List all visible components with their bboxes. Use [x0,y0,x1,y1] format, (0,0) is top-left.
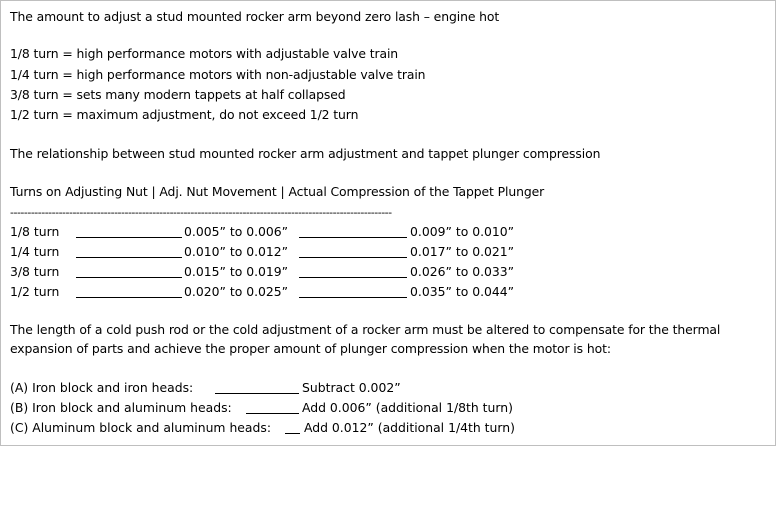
leader-line [299,237,407,238]
movement-cell: 0.010” to 0.012” [184,244,289,259]
adjustment-row [10,419,515,437]
turns-list-item: 3/8 turn = sets many modern tappets at half collapsed [10,87,346,102]
document-title: The amount to adjust a stud mounted rocker arm beyond zero lash – engine hot [10,9,500,24]
compression-cell: 0.035” to 0.044” [410,284,515,299]
turns-cell: 3/8 turn [10,264,60,279]
movement-cell: 0.020” to 0.025” [184,284,289,299]
leader-line [76,237,182,238]
movement-cell: 0.015” to 0.019” [184,264,289,279]
adjustment-label: (C) Aluminum block and aluminum heads: [10,420,272,435]
adjustment-row [10,399,513,417]
turns-list-item: 1/4 turn = high performance motors with non-adjustable valve train [10,67,426,82]
table-row [10,263,515,281]
table-row [10,243,515,261]
thermal-paragraph-line: expansion of parts and achieve the proper amount of plunger compression when the motor is hot: [10,341,611,356]
turns-list-item: 1/2 turn = maximum adjustment, do not exceed 1/2 turn [10,107,359,122]
leader-line [215,393,299,394]
turns-cell: 1/8 turn [10,224,60,239]
leader-line [76,277,182,278]
adjustment-label: (B) Iron block and aluminum heads: [10,400,232,415]
table-row [10,223,515,241]
turns-cell: 1/4 turn [10,244,60,259]
compression-cell: 0.009” to 0.010” [410,224,515,239]
leader-line [299,297,407,298]
leader-line [76,297,182,298]
thermal-paragraph-line: The length of a cold push rod or the cold adjustment of a rocker arm must be altered to compensate for the thermal [10,322,721,337]
adjustment-value: Add 0.012” (additional 1/4th turn) [304,420,515,435]
leader-line [246,413,299,414]
leader-line [299,277,407,278]
adjustment-row [10,379,401,397]
table-row [10,283,515,301]
leader-line [285,433,300,434]
leader-line [299,257,407,258]
adjustment-label: (A) Iron block and iron heads: [10,380,194,395]
adjustment-value: Subtract 0.002” [302,380,401,395]
movement-cell: 0.005” to 0.006” [184,224,289,239]
turns-list-item: 1/8 turn = high performance motors with adjustable valve train [10,46,399,61]
turns-cell: 1/2 turn [10,284,60,299]
table-divider: -------------------------------------------------------------------------------------------------------------- [10,207,392,219]
leader-line [76,257,182,258]
relationship-heading: The relationship between stud mounted rocker arm adjustment and tappet plunger compression [10,146,601,161]
compression-cell: 0.026” to 0.033” [410,264,515,279]
adjustment-value: Add 0.006” (additional 1/8th turn) [302,400,513,415]
table-header: Turns on Adjusting Nut | Adj. Nut Movement | Actual Compression of the Tappet Plunger [10,184,545,199]
compression-cell: 0.017” to 0.021” [410,244,515,259]
